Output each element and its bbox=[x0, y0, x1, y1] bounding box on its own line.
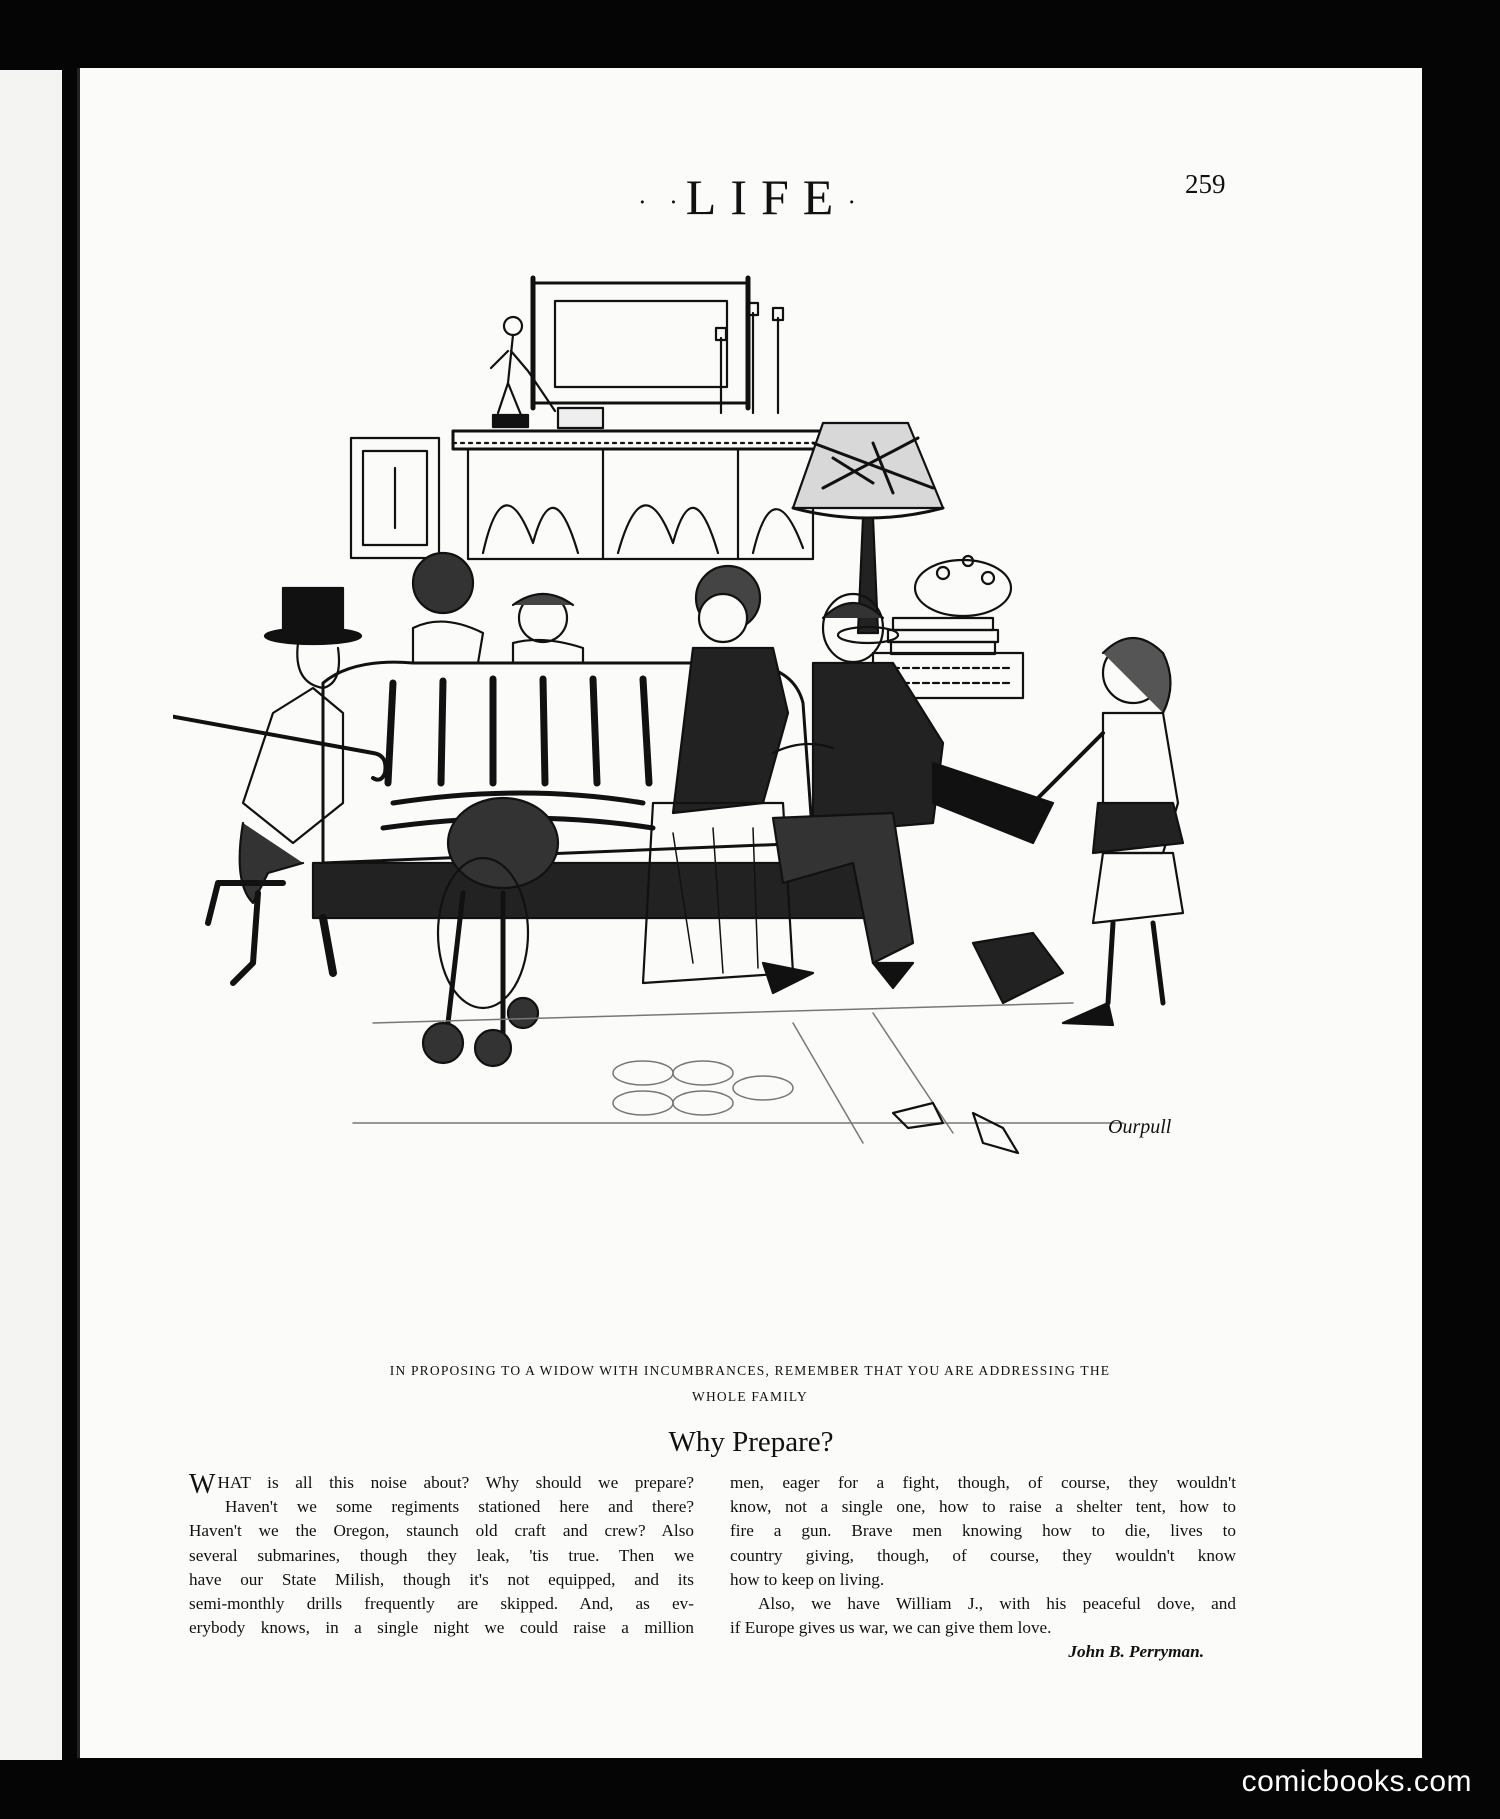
parlor-proposal-cartoon-icon bbox=[173, 243, 1283, 1348]
poem-line: fire a gun. Brave men knowing how to die, lives to bbox=[730, 1521, 1236, 1541]
poem-line: know, not a single one, how to raise a shelter tent, how to bbox=[730, 1497, 1236, 1517]
masthead-title: LIFE bbox=[685, 169, 848, 225]
illustration-caption bbox=[230, 1358, 1270, 1410]
poem-column-right bbox=[730, 1471, 1236, 1665]
masthead-ornament-right: · bbox=[847, 187, 865, 217]
poem-line: country giving, though, of course, they wouldn't know bbox=[730, 1545, 1236, 1565]
poem-line: HAT is all this noise about? Why should we prepare? bbox=[217, 1473, 694, 1492]
caption-line-1: IN PROPOSING TO A WIDOW WITH INCUMBRANCES, REMEMBER THAT YOU ARE ADDRESSING THE bbox=[389, 1363, 1111, 1378]
poem-column-left bbox=[189, 1471, 694, 1640]
drop-cap: W bbox=[189, 1469, 216, 1500]
facing-page-edge bbox=[0, 70, 62, 1760]
poem-line: if Europe gives us war, we can give them love. bbox=[730, 1618, 1052, 1638]
poem-author: John B. Perryman. bbox=[1068, 1642, 1204, 1662]
artist-signature: Ourpull bbox=[1108, 1116, 1172, 1138]
poem-line: Haven't we some regiments stationed here and there? bbox=[225, 1497, 694, 1517]
page-number: 259 bbox=[1185, 169, 1226, 199]
poem-title: Why Prepare? bbox=[668, 1426, 834, 1458]
poem-line: Also, we have William J., with his peaceful dove, and bbox=[758, 1594, 1236, 1614]
masthead-ornament-left: · · bbox=[637, 187, 686, 217]
magazine-page bbox=[77, 68, 1422, 1758]
poem-line: several submarines, though they leak, 'tis true. Then we bbox=[189, 1545, 694, 1565]
poem-line: Haven't we the Oregon, staunch old craft and crew? Also bbox=[189, 1521, 694, 1541]
poem-line: have our State Milish, though it's not equipped, and its bbox=[189, 1569, 694, 1589]
caption-line-2: WHOLE FAMILY bbox=[692, 1389, 808, 1404]
poem-line: how to keep on living. bbox=[730, 1569, 885, 1589]
site-watermark: comicbooks.com bbox=[1241, 1765, 1472, 1798]
poem-line: men, eager for a fight, though, of course, they wouldn't bbox=[730, 1473, 1236, 1492]
poem-line: semi-monthly drills frequently are skipped. And, as ev- bbox=[189, 1594, 694, 1614]
poem-line: erybody knows, in a single night we could raise a million bbox=[189, 1618, 694, 1638]
